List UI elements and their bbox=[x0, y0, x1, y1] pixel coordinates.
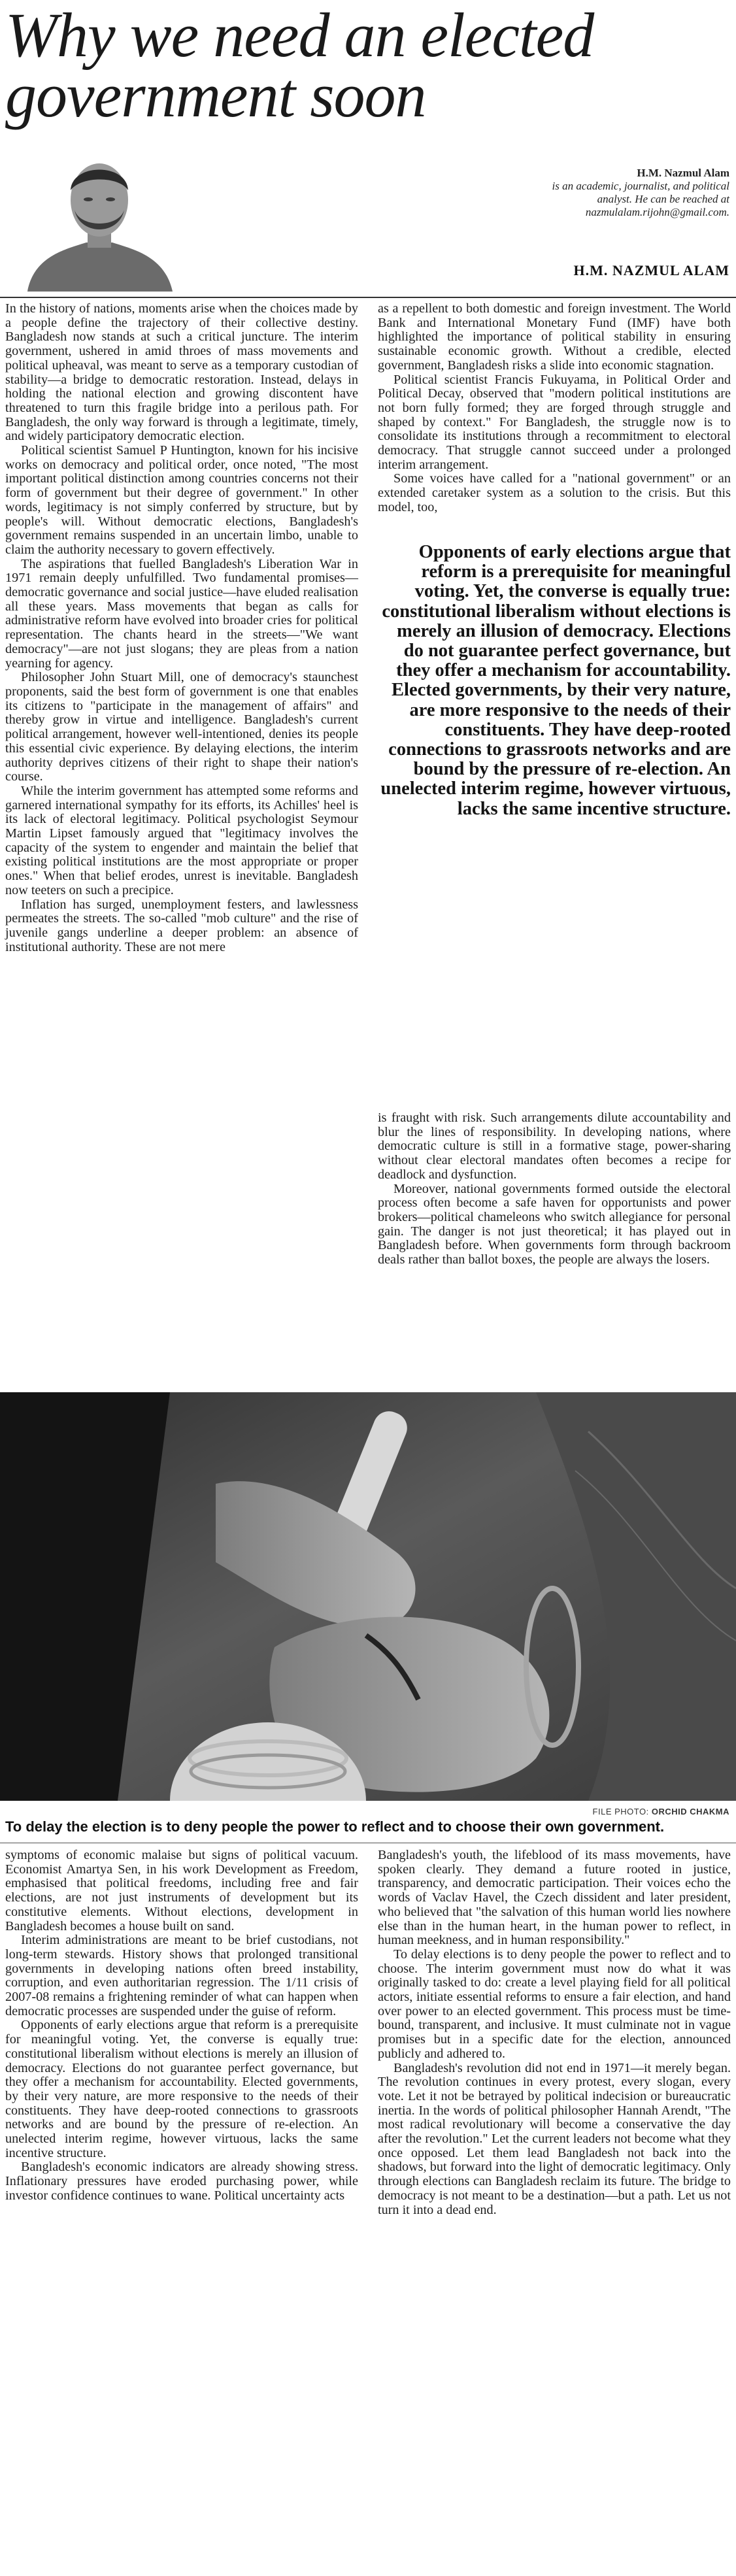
author-header bbox=[0, 134, 736, 293]
column-top-left bbox=[5, 302, 358, 954]
paragraph: The aspirations that fuelled Bangladesh's Liberation War in 1971 remain deeply unfulfilled. Two fundamental promises—democratic governance and social justice—have eluded realisation all these years. Mass movements that began as calls for administrative reform have evolved into broader cries for political representation. The chants heard in the streets—"We want democracy"—are not just slogans; they are pleas from a nation yearning for agency. bbox=[5, 556, 358, 671]
paragraph: is fraught with risk. Such arrangements dilute accountability and blur the lines of responsibility. In developing nations, where democratic culture is still in a formative stage, power-sharing without clear electoral mandates often becomes a recipe for deadlock and dysfunction. bbox=[378, 1111, 731, 1182]
paragraph: Bangladesh's youth, the lifeblood of its mass movements, have spoken clearly. They demand a future rooted in justice, transparency, and democratic participation. Their voices echo the words of Vaclav Havel, the Czech dissident and later president, who believed that "the salvation of this human world lies nowhere else than in the human heart, in the human power to reflect, in human meekness, and in human responsibility." bbox=[378, 1848, 731, 1948]
paragraph: Some voices have called for a "national government" or an extended caretaker system as a solution to the crisis. But this model, too, bbox=[378, 471, 731, 514]
column-top-right-upper bbox=[378, 302, 731, 515]
paragraph: To delay elections is to deny people the power to reflect and to choose. The interim government must now do what it was originally tasked to do: create a level playing field for all political actors, initiate essential reforms to ensure a fair election, and hand over power to an elected government. This process must be time-bound, transparent, and inclusive. It must culminate not in vague promises but in a specific date for the election, announced publicly and adhered to. bbox=[378, 1947, 731, 2061]
paragraph: symptoms of economic malaise but signs of political vacuum. Economist Amartya Sen, in his work Development as Freedom, emphasised that political freedoms, including free and fair elections, are not just instruments of development but its constitutive elements. Without elections, development in Bangladesh becomes a house built on sand. bbox=[5, 1848, 358, 1933]
paragraph: as a repellent to both domestic and foreign investment. The World Bank and International Monetary Fund (IMF) have both highlighted the importance of political stability in ensuring sustainable economic growth. Without a credible, elected government, Bangladesh risks a slide into economic stagnation. bbox=[378, 301, 731, 373]
paragraph: Political scientist Samuel P Huntington, known for his incisive works on democracy and political order, once noted, "The most important political distinction among countries concerns not their form of government but their degree of government." In other words, legitimacy is not simply conferred by structure, but by people's will. Without democratic elections, Bangladesh's government remains suspended in an uncertain limbo, unable to claim the authority necessary to govern effectively. bbox=[5, 443, 358, 557]
photo-caption: To delay the election is to deny people the power to reflect and to choose their own government. bbox=[5, 1818, 665, 1835]
photo-credit-name: ORCHID CHAKMA bbox=[651, 1807, 729, 1816]
paragraph: Interim administrations are meant to be brief custodians, not long-term stewards. History shows that prolonged transitional governments in developing nations often breed instability, corruption, and even authoritarian regression. The 1/11 crisis of 2007-08 remains a frightening reminder of what can happen when democratic processes are suspended under the guise of reform. bbox=[5, 1933, 358, 2018]
photo-credit-label: FILE PHOTO: bbox=[592, 1807, 649, 1816]
paragraph: In the history of nations, moments arise when the choices made by a people define the trajectory of their collective destiny. Bangladesh now stands at such a critical juncture. The interim government, ushered in amid throes of mass movements and political upheaval, was meant to serve as a temporary custodian of stability—a bridge to democratic restoration. Instead, delays in holding the national election and growing discontent have threatened to turn this fragile bridge into a perilous path. For Bangladesh, the only way forward is through a legitimate, timely, and widely participatory democratic election. bbox=[5, 301, 358, 444]
author-bio-text: is an academic, journalist, and political analyst. He can be reached at nazmulalam.rijohn@gmail.com. bbox=[552, 180, 729, 218]
paragraph: Philosopher John Stuart Mill, one of democracy's staunchest proponents, said the best form of government is one that enables its citizens to "participate in the management of affairs" and thereby grow in virtue and intelligence. Bangladesh's current political arrangement, however well-intentioned, denies its people this essential civic experience. By delaying elections, the interim authority deprives citizens of their right to shape their nation's course. bbox=[5, 670, 358, 784]
paragraph: While the interim government has attempted some reforms and garnered international sympathy for its efforts, its Achilles' heel is its lack of electoral legitimacy. Political psychologist Seymour Martin Lipset famously argued that "legitimacy involves the capacity of the system to engender and maintain the belief that existing political institutions are the most appropriate or proper ones." When that belief erodes, unrest is inevitable. Bangladesh now teeters on such a precipice. bbox=[5, 783, 358, 897]
paragraph: Inflation has surged, unemployment festers, and lawlessness permeates the streets. The so-called "mob culture" and the rise of juvenile gangs underline a deeper problem: an absence of institutional authority. These are not mere bbox=[5, 897, 358, 954]
paragraph: Bangladesh's revolution did not end in 1971—it merely began. The revolution continues in every protest, every slogan, every vote. Let it not be betrayed by political indecision or bureaucratic inertia. In the words of political philosopher Hannah Arendt, "The most radical revolutionary will become a conservative the day after the revolution." Let the current leaders not become what they once opposed. Let them lead Bangladesh not back into the shadows, but forward into the light of democratic legitimacy. Only through elections can Bangladesh reclaim its future. The bridge to democracy is not meant to be a destination—but a path. Let us not turn it into a dead end. bbox=[378, 2060, 731, 2217]
article-photo bbox=[0, 1392, 736, 1801]
pull-quote: Opponents of early elections argue that reform is a prerequisite for meaningful voting. Yet, the converse is equally true: constitutional liberalism without elections is merely an illusion of democracy. Elections do not guarantee perfect governance, but they offer a mechanism for accountability. Elected governments, by their very nature, are more responsive to the needs of their constituents. They have deep-rooted connections to grassroots networks and are bound by the pressure of re-election. An unelected interim regime, however virtuous, lacks the same incentive structure. bbox=[380, 542, 731, 819]
headline: Why we need an elected government soon bbox=[5, 0, 594, 130]
column-bottom-left bbox=[5, 1848, 358, 2203]
paragraph: Moreover, national governments formed outside the electoral process often become a safe haven for opportunists and power brokers—political chameleons who switch allegiance for personal gain. The danger is not just theoretical; it has played out in Bangladesh before. When governments form through backroom deals rather than ballot boxes, the people are always the losers. bbox=[378, 1181, 731, 1267]
author-bio bbox=[523, 167, 729, 219]
photo-credit bbox=[593, 1807, 729, 1816]
paragraph: Opponents of early elections argue that reform is a prerequisite for meaningful voting. Yet, the converse is equally true: constitutional liberalism without elections is merely an illusion of democracy. Elections do not guarantee perfect governance, but they offer a mechanism for accountability. Elected governments, by their very nature, are more responsive to the needs of their constituents. They have deep-rooted connections to grassroots networks and are bound by the pressure of re-election. An unelected interim regime, however virtuous, lacks the same incentive structure. bbox=[5, 2018, 358, 2160]
byline-rule bbox=[0, 297, 736, 298]
author-portrait bbox=[21, 144, 178, 292]
paragraph: Political scientist Francis Fukuyama, in Political Order and Political Decay, observed that "modern political institutions are not born fully formed; they are forged through struggle and shaped by context." For Bangladesh, the struggle now is to consolidate its institutions through a recommitment to electoral democracy. That struggle cannot succeed under a prolonged interim arrangement. bbox=[378, 372, 731, 472]
column-top-right-lower bbox=[378, 1111, 731, 1267]
author-name: H.M. Nazmul Alam bbox=[637, 167, 729, 179]
column-bottom-right bbox=[378, 1848, 731, 2217]
paragraph: Bangladesh's economic indicators are already showing stress. Inflationary pressures have eroded purchasing power, while investor confidence continues to wane. Political uncertainty acts bbox=[5, 2160, 358, 2203]
byline: H.M. NAZMUL ALAM bbox=[573, 262, 729, 278]
